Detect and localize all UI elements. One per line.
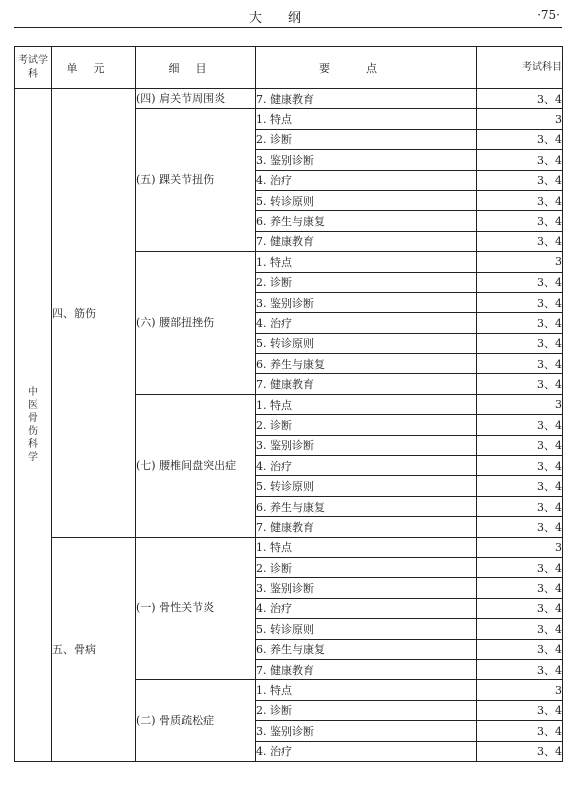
point-cell: 1. 特点 — [256, 537, 477, 557]
header-detail: 细目 — [136, 47, 256, 89]
unit-cell: 四、筋伤 — [52, 89, 136, 538]
page-title: 大纲 — [248, 11, 327, 26]
level-cell: 3、4 — [477, 557, 563, 577]
point-cell: 3. 鉴别诊断 — [256, 435, 477, 455]
page-header — [14, 0, 562, 28]
header-level: 考试科目 — [477, 47, 563, 89]
level-cell: 3、4 — [477, 496, 563, 516]
detail-cell: (二) 骨质疏松症 — [136, 680, 256, 762]
point-cell: 5. 转诊原则 — [256, 333, 477, 353]
level-cell: 3 — [477, 537, 563, 557]
header-subject: 考试学科 — [15, 47, 52, 89]
level-cell: 3 — [477, 394, 563, 414]
level-cell: 3、4 — [477, 170, 563, 190]
point-cell: 1. 特点 — [256, 680, 477, 700]
level-cell: 3、4 — [477, 272, 563, 292]
point-cell: 3. 鉴别诊断 — [256, 578, 477, 598]
level-cell: 3 — [477, 252, 563, 272]
point-cell: 6. 养生与康复 — [256, 211, 477, 231]
level-cell: 3 — [477, 109, 563, 129]
level-cell: 3、4 — [477, 333, 563, 353]
point-cell: 6. 养生与康复 — [256, 496, 477, 516]
point-cell: 1. 特点 — [256, 394, 477, 414]
point-cell: 2. 诊断 — [256, 700, 477, 720]
level-cell: 3、4 — [477, 415, 563, 435]
level-cell: 3、4 — [477, 292, 563, 312]
point-cell: 4. 治疗 — [256, 598, 477, 618]
point-cell: 7. 健康教育 — [256, 517, 477, 537]
point-cell: 4. 治疗 — [256, 170, 477, 190]
point-cell: 7. 健康教育 — [256, 231, 477, 251]
point-cell: 3. 鉴别诊断 — [256, 721, 477, 741]
point-cell: 1. 特点 — [256, 109, 477, 129]
level-cell: 3、4 — [477, 476, 563, 496]
header-points: 要点 — [256, 47, 477, 89]
table-body — [15, 89, 563, 762]
level-cell: 3、4 — [477, 517, 563, 537]
level-cell: 3、4 — [477, 659, 563, 679]
level-cell: 3、4 — [477, 89, 563, 109]
point-cell: 6. 养生与康复 — [256, 639, 477, 659]
point-cell: 6. 养生与康复 — [256, 354, 477, 374]
point-cell: 2. 诊断 — [256, 557, 477, 577]
point-cell: 4. 治疗 — [256, 741, 477, 761]
point-cell: 7. 健康教育 — [256, 89, 477, 109]
table-row — [15, 89, 563, 109]
level-cell: 3、4 — [477, 190, 563, 210]
point-cell: 3. 鉴别诊断 — [256, 292, 477, 312]
level-cell: 3、4 — [477, 211, 563, 231]
level-cell: 3、4 — [477, 231, 563, 251]
level-cell: 3、4 — [477, 456, 563, 476]
detail-cell: (六) 腰部扭挫伤 — [136, 252, 256, 395]
level-cell: 3、4 — [477, 354, 563, 374]
point-cell: 2. 诊断 — [256, 415, 477, 435]
header-unit: 单元 — [52, 47, 136, 89]
point-cell: 2. 诊断 — [256, 129, 477, 149]
subject-label: 中医骨伤科学 — [28, 386, 38, 463]
level-cell: 3、4 — [477, 619, 563, 639]
point-cell: 1. 特点 — [256, 252, 477, 272]
level-cell: 3、4 — [477, 721, 563, 741]
point-cell: 4. 治疗 — [256, 313, 477, 333]
level-cell: 3、4 — [477, 741, 563, 761]
point-cell: 5. 转诊原则 — [256, 190, 477, 210]
point-cell: 7. 健康教育 — [256, 659, 477, 679]
level-cell: 3、4 — [477, 700, 563, 720]
table-header-row — [15, 47, 563, 89]
subject-cell — [15, 89, 52, 762]
detail-cell: (五) 踝关节扭伤 — [136, 109, 256, 252]
table-row — [15, 537, 563, 557]
level-cell: 3 — [477, 680, 563, 700]
level-cell: 3、4 — [477, 374, 563, 394]
point-cell: 2. 诊断 — [256, 272, 477, 292]
detail-cell: (四) 肩关节周围炎 — [136, 89, 256, 109]
level-cell: 3、4 — [477, 598, 563, 618]
level-cell: 3、4 — [477, 578, 563, 598]
level-cell: 3、4 — [477, 639, 563, 659]
level-cell: 3、4 — [477, 313, 563, 333]
syllabus-table — [14, 46, 563, 762]
point-cell: 4. 治疗 — [256, 456, 477, 476]
detail-cell: (七) 腰椎间盘突出症 — [136, 394, 256, 537]
level-cell: 3、4 — [477, 150, 563, 170]
level-cell: 3、4 — [477, 435, 563, 455]
point-cell: 5. 转诊原则 — [256, 619, 477, 639]
detail-cell: (一) 骨性关节炎 — [136, 537, 256, 680]
point-cell: 7. 健康教育 — [256, 374, 477, 394]
point-cell: 5. 转诊原则 — [256, 476, 477, 496]
level-cell: 3、4 — [477, 129, 563, 149]
point-cell: 3. 鉴别诊断 — [256, 150, 477, 170]
unit-cell: 五、骨病 — [52, 537, 136, 761]
page-number: ·75· — [537, 8, 560, 22]
